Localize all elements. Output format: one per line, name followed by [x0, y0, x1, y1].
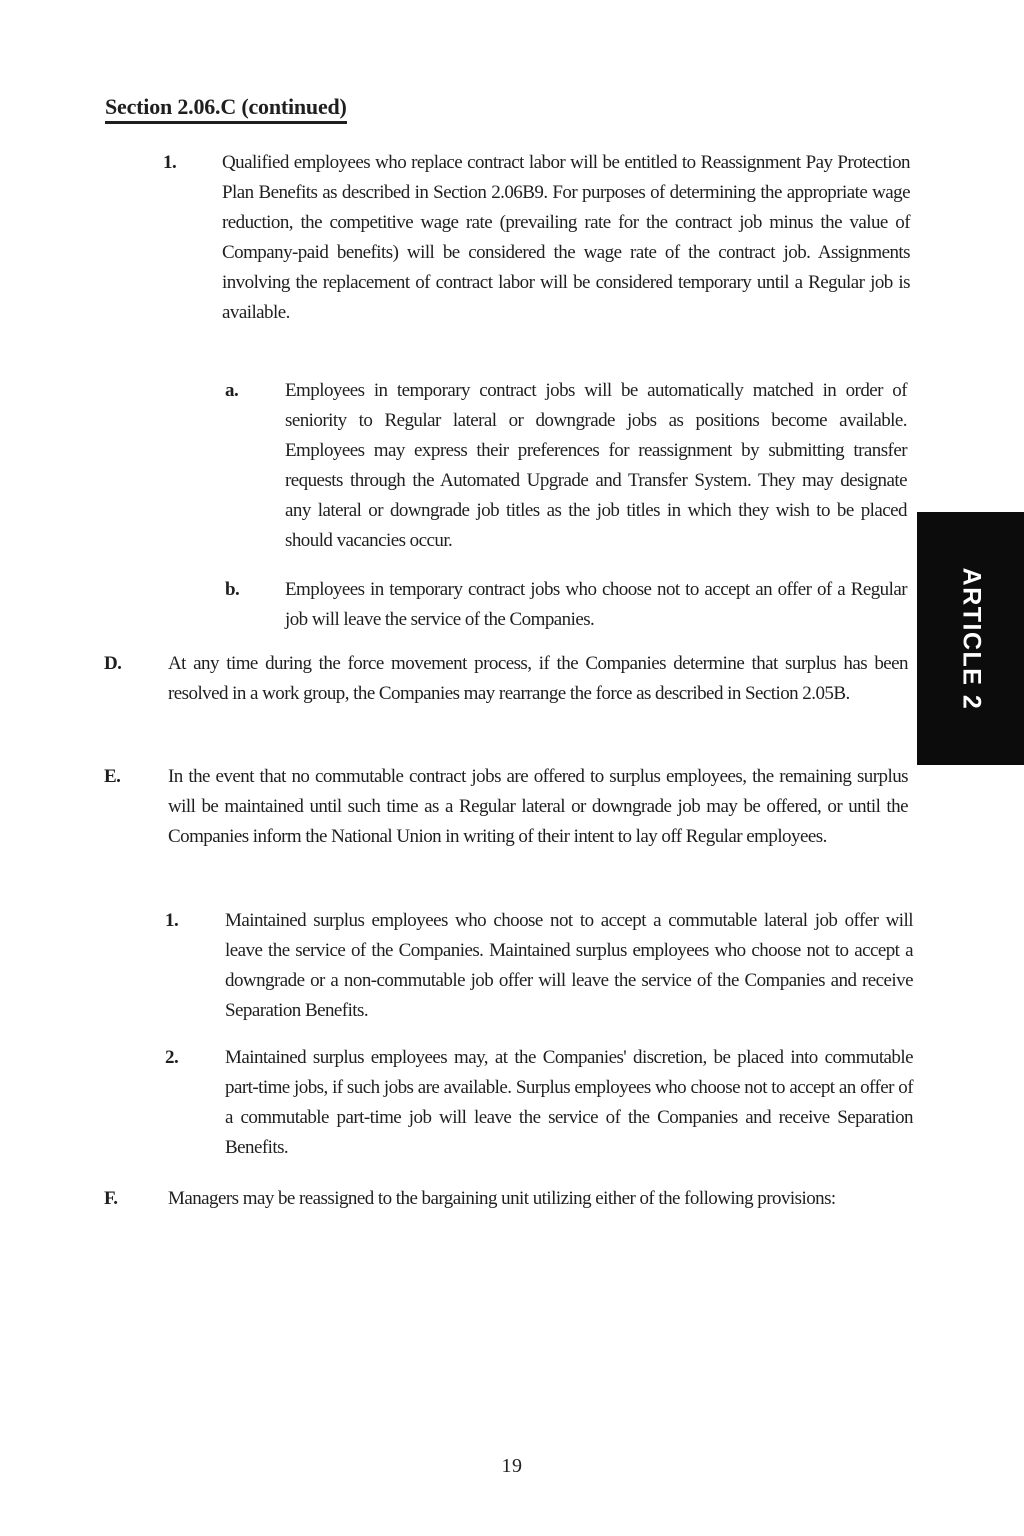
- list-item-E2: [165, 1043, 913, 1163]
- list-item-E: [104, 762, 908, 852]
- paragraph-text: Maintained surplus employees may, at the Companies' discretion, be placed into commutable part-time jobs, if such jobs are available. Surplus employees who choose not to accept an offer of a commutable part-time job will leave the service of the Companies and receive Separation Benefits.: [225, 1047, 913, 1158]
- list-item-E1: [165, 906, 913, 1026]
- list-item-b: [225, 575, 907, 635]
- list-item-D: [104, 649, 908, 709]
- article-tab-label: ARTICLE 2: [957, 567, 985, 710]
- paragraph-text: Employees in temporary contract jobs will be automatically matched in order of seniority to Regular lateral or downgrade jobs as positions become available. Employees may express their preferences for reassignment by submitting transfer requests through the Automated Upgrade and Transfer System. They may designate any lateral or downgrade job titles as the job titles in which they wish to be placed should vacancies occur.: [285, 380, 907, 551]
- paragraph-text: Qualified employees who replace contract labor will be entitled to Reassignment Pay Protection Plan Benefits as described in Section 2.06B9. For purposes of determining the appropriate wage reduction, the competitive wage rate (prevailing rate for the contract job minus the value of Company-paid benefits) will be considered the wage rate of the contract job. Assignments involving the replacement of contract labor will be considered temporary until a Regular job is available.: [222, 152, 910, 323]
- list-item-1: [163, 148, 910, 328]
- list-marker: E.: [104, 766, 121, 787]
- list-marker: 2.: [165, 1047, 179, 1068]
- list-marker: D.: [104, 653, 122, 674]
- list-marker: 1.: [165, 910, 179, 931]
- paragraph-text: Employees in temporary contract jobs who choose not to accept an offer of a Regular job will leave the service of the Companies.: [285, 579, 907, 630]
- list-marker: F.: [104, 1188, 118, 1209]
- list-item-a: [225, 376, 907, 556]
- paragraph-text: Maintained surplus employees who choose not to accept a commutable lateral job offer will leave the service of the Companies. Maintained surplus employees who choose not to accept a downgrade or a non-commutable job offer will leave the service of the Companies and receive Separation Benefits.: [225, 910, 913, 1021]
- page-number: 19: [501, 1455, 523, 1477]
- paragraph-text: At any time during the force movement process, if the Companies determine that surplus has been resolved in a work group, the Companies may rearrange the force as described in Section 2.05B.: [168, 653, 908, 704]
- paragraph-text: In the event that no commutable contract jobs are offered to surplus employees, the remaining surplus will be maintained until such time as a Regular lateral or downgrade job may be offered, or until the Companies inform the National Union in writing of their intent to lay off Regular employees.: [168, 766, 908, 847]
- paragraph-text: Managers may be reassigned to the bargaining unit utilizing either of the following provisions:: [168, 1188, 836, 1209]
- list-marker: 1.: [163, 152, 177, 173]
- article-2-side-tab: [917, 512, 1024, 765]
- section-heading: Section 2.06.C (continued): [105, 94, 347, 124]
- list-item-F: [104, 1184, 908, 1214]
- list-marker: b.: [225, 579, 240, 600]
- list-marker: a.: [225, 380, 239, 401]
